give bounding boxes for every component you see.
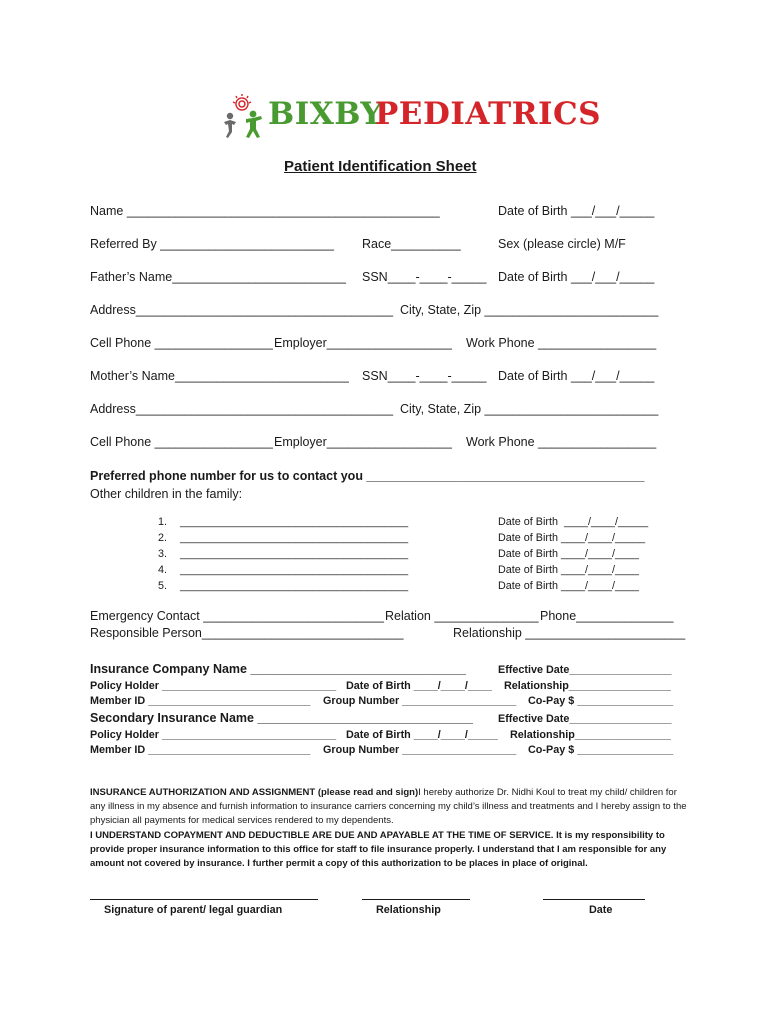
logo-word-bixby: BIXBY xyxy=(268,96,384,132)
child-number: 2. xyxy=(158,532,168,544)
policy-holder-field[interactable]: Policy Holder _____________________________ xyxy=(90,680,337,692)
emergency-contact-field[interactable]: Emergency Contact __________________________ xyxy=(90,609,384,623)
copay-field[interactable]: Co-Pay $ ________________ xyxy=(528,695,674,707)
child-number: 4. xyxy=(158,564,168,576)
secondary-policy-holder-field[interactable]: Policy Holder _____________________________ xyxy=(90,729,337,741)
group-number-field[interactable]: Group Number ___________________ xyxy=(323,695,517,707)
mother-work-phone-field[interactable]: Work Phone _________________ xyxy=(466,435,657,449)
father-cell-phone-field[interactable]: Cell Phone _________________ xyxy=(90,336,273,350)
father-address-field[interactable]: Address_____________________________________ xyxy=(90,303,394,317)
signature-label: Signature of parent/ legal guardian xyxy=(104,904,283,916)
child-dob-field[interactable]: Date of Birth ____/____/____ xyxy=(498,564,640,576)
authorization-paragraph xyxy=(90,786,690,828)
insurance-effective-date-field[interactable]: Effective Date_________________ xyxy=(498,664,672,676)
child-dob-field[interactable]: Date of Birth ____/____/_____ xyxy=(498,516,649,528)
child-name-field[interactable]: ______________________________________ xyxy=(180,548,409,560)
child-name-field[interactable]: ______________________________________ xyxy=(180,564,409,576)
secondary-relationship-field[interactable]: Relationship________________ xyxy=(510,729,671,741)
child-number: 5. xyxy=(158,580,168,592)
emergency-phone-field[interactable]: Phone______________ xyxy=(540,609,674,623)
date-line[interactable] xyxy=(543,899,645,900)
secondary-group-number-field[interactable]: Group Number ___________________ xyxy=(323,744,517,756)
logo xyxy=(218,92,602,140)
logo-children-icon xyxy=(218,92,266,140)
father-ssn-field[interactable]: SSN____-____-_____ xyxy=(362,270,487,284)
child-number: 1. xyxy=(158,516,168,528)
race-field[interactable]: Race__________ xyxy=(362,237,461,251)
other-children-label: Other children in the family: xyxy=(90,487,243,501)
mother-cell-phone-field[interactable]: Cell Phone _________________ xyxy=(90,435,273,449)
mother-address-field[interactable]: Address_____________________________________ xyxy=(90,402,394,416)
insurance-company-field[interactable]: Insurance Company Name _______________________________ xyxy=(90,662,466,676)
referred-by-field[interactable]: Referred By _________________________ xyxy=(90,237,334,251)
logo-word-pediatrics: PEDIATRICS xyxy=(375,96,602,132)
mother-employer-field[interactable]: Employer__________________ xyxy=(274,435,452,449)
date-label: Date xyxy=(589,904,613,916)
responsible-relationship-field[interactable]: Relationship _______________________ xyxy=(453,626,686,640)
child-dob-field[interactable]: Date of Birth ____/____/____ xyxy=(498,548,640,560)
responsible-person-field[interactable]: Responsible Person_____________________________ xyxy=(90,626,404,640)
secondary-insurance-field[interactable]: Secondary Insurance Name _______________________________ xyxy=(90,711,473,725)
child-name-field[interactable]: ______________________________________ xyxy=(180,516,409,528)
policy-holder-relationship-field[interactable]: Relationship_________________ xyxy=(504,680,671,692)
relationship-line[interactable] xyxy=(362,899,470,900)
mother-city-state-zip-field[interactable]: City, State, Zip _________________________ xyxy=(400,402,659,416)
authorization-heading: INSURANCE AUTHORIZATION AND ASSIGNMENT (please read and sign) xyxy=(90,787,419,798)
name-field[interactable]: Name _____________________________________________ xyxy=(90,204,440,218)
child-dob-field[interactable]: Date of Birth ____/____/_____ xyxy=(498,532,646,544)
preferred-phone-field[interactable]: Preferred phone number for us to contact you ________________________________________ xyxy=(90,469,645,483)
child-dob-field[interactable]: Date of Birth ____/____/____ xyxy=(498,580,640,592)
signature-line[interactable] xyxy=(90,899,318,900)
secondary-policy-holder-dob-field[interactable]: Date of Birth ____/____/_____ xyxy=(346,729,498,741)
member-id-field[interactable]: Member ID ___________________________ xyxy=(90,695,311,707)
mothers-name-field[interactable]: Mother’s Name_________________________ xyxy=(90,369,349,383)
mother-ssn-field[interactable]: SSN____-____-_____ xyxy=(362,369,487,383)
authorization-body: I hereby authorize Dr. Nidhi Koul to treat my child/ children for any illness in my absence and furnish information to insurance carriers concerning my child’s illness and treatments and I hereby assign to the physician all payments for medical services rendered to my dependents. xyxy=(90,787,687,826)
copayment-paragraph: I UNDERSTAND COPAYMENT AND DEDUCTIBLE ARE DUE AND APAYABLE AT THE TIME OF SERVICE. It is my responsibility to provide proper insurance information to this office for staff to file insurance properly. I understand that I am responsible for any amount not covered by insurance. I further permit a copy of this authorization to be places in place of original. xyxy=(90,830,667,869)
secondary-effective-date-field[interactable]: Effective Date_________________ xyxy=(498,713,672,725)
child-name-field[interactable]: ______________________________________ xyxy=(180,580,409,592)
page-title: Patient Identification Sheet xyxy=(284,158,477,175)
child-name-field[interactable]: ______________________________________ xyxy=(180,532,409,544)
emergency-relation-field[interactable]: Relation _______________ xyxy=(385,609,539,623)
father-city-state-zip-field[interactable]: City, State, Zip _________________________ xyxy=(400,303,659,317)
mother-dob-field[interactable]: Date of Birth ___/___/_____ xyxy=(498,369,655,383)
father-dob-field[interactable]: Date of Birth ___/___/_____ xyxy=(498,270,655,284)
policy-holder-dob-field[interactable]: Date of Birth ____/____/____ xyxy=(346,680,492,692)
father-work-phone-field[interactable]: Work Phone _________________ xyxy=(466,336,657,350)
sex-field[interactable]: Sex (please circle) M/F xyxy=(498,237,626,251)
father-employer-field[interactable]: Employer__________________ xyxy=(274,336,452,350)
secondary-copay-field[interactable]: Co-Pay $ ________________ xyxy=(528,744,674,756)
secondary-member-id-field[interactable]: Member ID ___________________________ xyxy=(90,744,311,756)
relationship-label: Relationship xyxy=(376,904,441,916)
date-of-birth-field[interactable]: Date of Birth ___/___/_____ xyxy=(498,204,655,218)
child-number: 3. xyxy=(158,548,168,560)
fathers-name-field[interactable]: Father’s Name_________________________ xyxy=(90,270,347,284)
